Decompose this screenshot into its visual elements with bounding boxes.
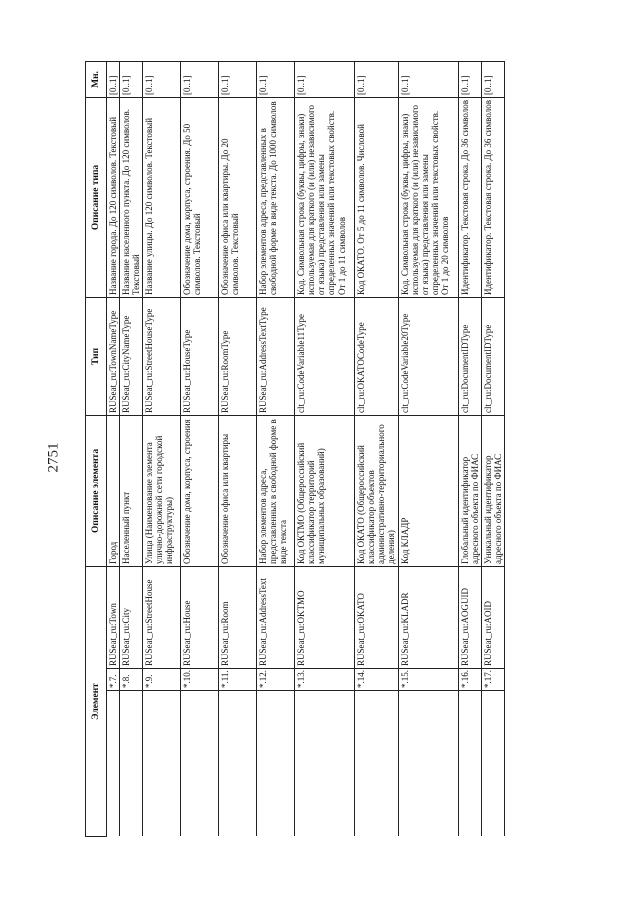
element-name: RUSeat_ru:OKATO: [355, 566, 398, 668]
type-name: clt_ru:DocumentIDType: [458, 297, 481, 415]
table-row: [398, 61, 458, 836]
indent-cell: [219, 691, 257, 837]
type-description: Идентификатор. Текстовая строка. До 36 символов: [481, 97, 504, 297]
type-description: Обозначение офиса или квартиры. До 20 символов. Текстовый: [219, 97, 257, 297]
element-description: Код КЛАДР: [398, 415, 458, 566]
table-row: [295, 61, 355, 836]
element-name: RUSeat_ru:KLADR: [398, 566, 458, 668]
type-name: RUSeat_ru:StreetHouseType: [143, 297, 181, 415]
table-body: [107, 61, 505, 836]
row-number: *.14.: [355, 669, 398, 691]
type-name: clt_ru:DocumentIDType: [481, 297, 504, 415]
header-type-description: Описание типа: [86, 97, 107, 297]
indent-cell: [181, 691, 219, 837]
indent-cell: [481, 691, 504, 837]
element-name: RUSeat_ru:AOGUID: [458, 566, 481, 668]
header-multiplicity: Мн.: [86, 61, 107, 97]
type-name: RUSeat_ru:AddressTextType: [257, 297, 295, 415]
element-description: Населенный пункт: [120, 415, 143, 566]
type-description: Код. Символьная строка (буквы, цифры, знаки) используемая для краткого (и (или) независимого от языка) представления или замены определенных значений или текстовых свойств. От 1 до 11 символов: [295, 97, 355, 297]
type-name: RUSeat_ru:CityNameType: [120, 297, 143, 415]
type-description: Идентификатор. Текстовая строка. До 36 символов: [458, 97, 481, 297]
element-description: Город: [107, 415, 120, 566]
type-description: Код ОКАТО. От 5 до 11 символов. Числовой: [355, 97, 398, 297]
type-description: Название населенного пункта. До 120 символов. Текстовый: [120, 97, 143, 297]
element-description: Уникальный идентификатор адресного объекта по ФИАС: [481, 415, 504, 566]
indent-cell: [257, 691, 295, 837]
multiplicity: [0..1]: [107, 61, 120, 97]
multiplicity: [0..1]: [398, 61, 458, 97]
header-element: Элемент: [86, 566, 107, 836]
element-name: RUSeat_ru:StreetHouse: [143, 566, 181, 668]
element-name: RUSeat_ru:AOID: [481, 566, 504, 668]
row-number: *.12.: [257, 669, 295, 691]
type-name: RUSeat_ru:TownNameType: [107, 297, 120, 415]
document-table-area: [85, 62, 595, 837]
type-description: Название города. До 120 символов. Текстовый: [107, 97, 120, 297]
multiplicity: [0..1]: [458, 61, 481, 97]
indent-cell: [295, 691, 355, 837]
table-row: [458, 61, 481, 836]
multiplicity: [0..1]: [181, 61, 219, 97]
table-row: [120, 61, 143, 836]
element-name: RUSeat_ru:Room: [219, 566, 257, 668]
element-description: Глобальный идентификатор адресного объекта по ФИАС: [458, 415, 481, 566]
header-type: Тип: [86, 297, 107, 415]
element-name: RUSeat_ru:House: [181, 566, 219, 668]
type-description: Набор элементов адреса, представленных в свободной форме в виде текста. До 1000 символов: [257, 97, 295, 297]
type-description: Название улицы. До 120 символов. Текстовый: [143, 97, 181, 297]
element-description: Обозначение дома, корпуса, строения: [181, 415, 219, 566]
indent-cell: [143, 691, 181, 837]
row-number: *.13.: [295, 669, 355, 691]
row-number: *.7.: [107, 669, 120, 691]
type-description: Обозначение дома, корпуса, строения. До 50 символов. Текстовый: [181, 97, 219, 297]
table-row: [181, 61, 219, 836]
table-row: [355, 61, 398, 836]
element-name: RUSeat_ru:AddressText: [257, 566, 295, 668]
page-number: 2751: [45, 442, 62, 473]
type-name: RUSeat_ru:HouseType: [181, 297, 219, 415]
element-description: Код ОКАТО (Общероссийский классификатор объектов административно-территориального деления): [355, 415, 398, 566]
element-description: Обозначение офиса или квартиры: [219, 415, 257, 566]
multiplicity: [0..1]: [257, 61, 295, 97]
indent-cell: [107, 691, 120, 837]
header-element-description: Описание элемента: [86, 415, 107, 566]
multiplicity: [0..1]: [143, 61, 181, 97]
indent-cell: [458, 691, 481, 837]
element-name: RUSeat_ru:OKTMO: [295, 566, 355, 668]
element-description: Набор элементов адреса, представленных в свободной форме в виде текста: [257, 415, 295, 566]
row-number: *.15.: [398, 669, 458, 691]
element-name: RUSeat_ru:Town: [107, 566, 120, 668]
multiplicity: [0..1]: [120, 61, 143, 97]
type-name: clt_ru:CodeVariable20Type: [398, 297, 458, 415]
indent-cell: [398, 691, 458, 837]
row-number: *.17.: [481, 669, 504, 691]
row-number: *.16.: [458, 669, 481, 691]
row-number: *.10.: [181, 669, 219, 691]
element-description: Код ОКТМО (Общероссийский классификатор территорий муниципальных образований): [295, 415, 355, 566]
row-number: *.9.: [143, 669, 181, 691]
multiplicity: [0..1]: [355, 61, 398, 97]
table-row: [143, 61, 181, 836]
row-number: *.11.: [219, 669, 257, 691]
type-description: Код. Символьная строка (буквы, цифры, знаки) используемая для краткого (и (или) независимого от языка) представления или замены определенных значений или текстовых свойств. От 1 до 20 символов: [398, 97, 458, 297]
multiplicity: [0..1]: [219, 61, 257, 97]
multiplicity: [0..1]: [481, 61, 504, 97]
element-name: RUSeat_ru:City: [120, 566, 143, 668]
indent-cell: [355, 691, 398, 837]
table-row: [257, 61, 295, 836]
type-name: clt_ru:CodeVariable11Type: [295, 297, 355, 415]
table-row: [219, 61, 257, 836]
table-row: [481, 61, 504, 836]
type-name: RUSeat_ru:RoomType: [219, 297, 257, 415]
element-table: [85, 61, 505, 837]
row-number: *.8.: [120, 669, 143, 691]
table-header-row: [86, 61, 107, 836]
element-description: Улица (Наименование элемента улично-дорожной сети городской инфраструктуры): [143, 415, 181, 566]
type-name: clt_ru:OKATOCodeType: [355, 297, 398, 415]
multiplicity: [0..1]: [295, 61, 355, 97]
indent-cell: [120, 691, 143, 837]
table-row: [107, 61, 120, 836]
